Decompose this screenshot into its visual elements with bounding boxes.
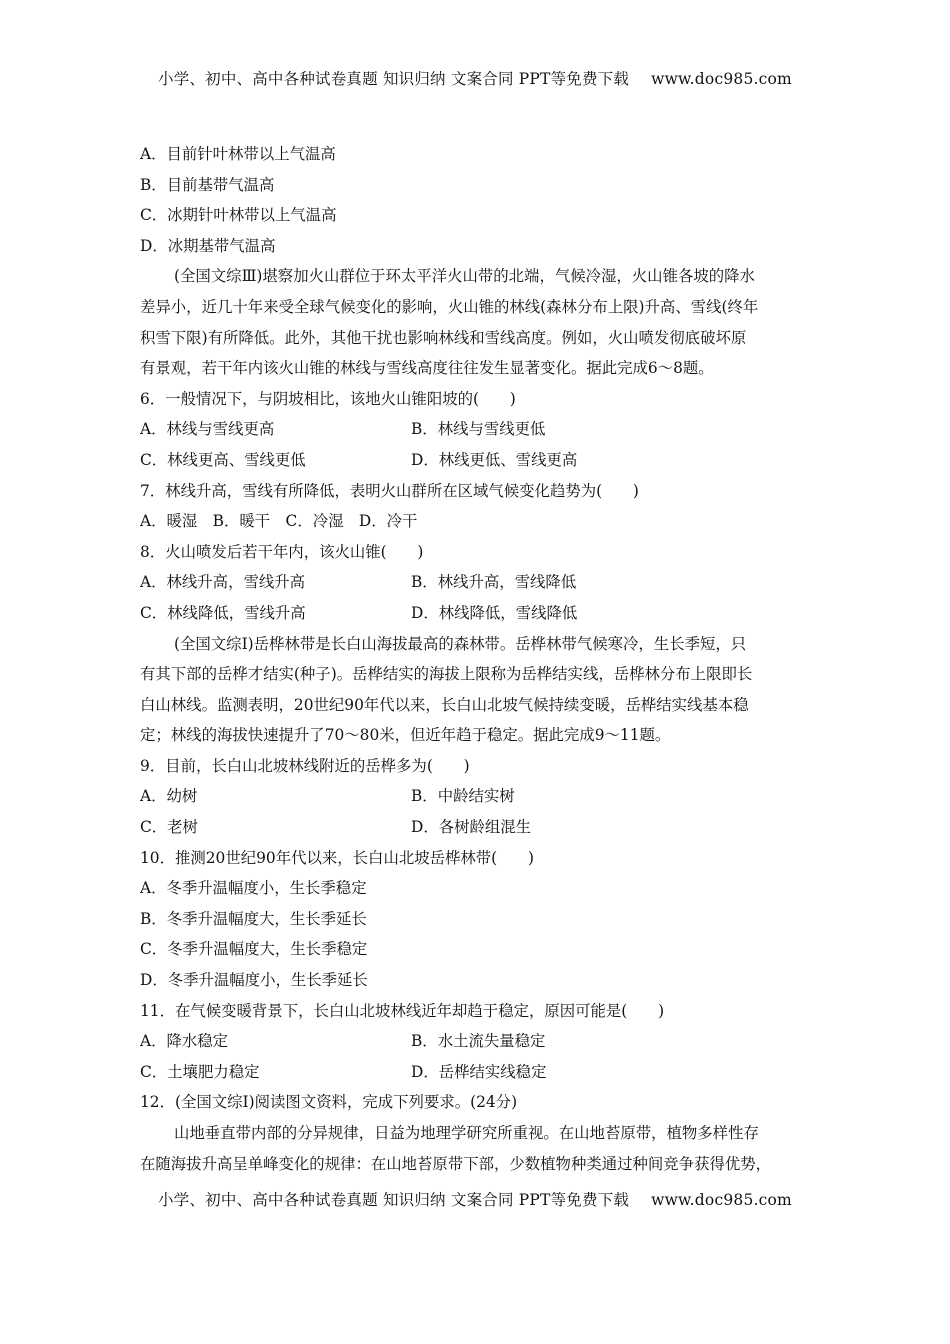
page-header [0, 67, 950, 89]
q9-options-row [140, 812, 816, 843]
question-8: 8．火山喷发后若干年内，该火山锥( ) [140, 542, 424, 561]
q6-option-c: C．林线更高、雪线更低 [140, 450, 306, 469]
q5-option-b: B．目前基带气温高 [140, 175, 275, 194]
passage-changbai-line: (全国文综Ⅰ)岳桦林带是长白山海拔最高的森林带。岳桦林带气候寒冷，生长季短，只 [174, 634, 747, 653]
question-6: 6．一般情况下，与阴坡相比，该地火山锥阳坡的( ) [140, 389, 516, 408]
q5-option-d: D．冰期基带气温高 [140, 236, 276, 255]
header-url[interactable]: www.doc985.com [651, 70, 792, 88]
header-text: 小学、初中、高中各种试卷真题 知识归纳 文案合同 PPT等免费下载 [158, 70, 630, 88]
q6-options-row [140, 445, 816, 476]
q8-option-b: B．林线升高，雪线降低 [411, 573, 577, 592]
q5-option-a: A．目前针叶林带以上气温高 [140, 145, 336, 163]
q6-option-b: B．林线与雪线更低 [411, 420, 546, 439]
q5-option-c: C．冰期针叶林带以上气温高 [140, 206, 337, 225]
page-footer [0, 1188, 950, 1210]
q9-option-a: A．幼树 [140, 787, 198, 806]
q9-option-b: B．中龄结实树 [411, 787, 515, 806]
q6-option-d: D．林线更低、雪线更高 [411, 450, 578, 469]
question-9: 9．目前，长白山北坡林线附近的岳桦多为( ) [140, 756, 470, 775]
passage-kamchatka-line: (全国文综Ⅲ)堪察加火山群位于环太平洋火山带的北端，气候冷湿，火山锥各坡的降水 [174, 267, 755, 286]
passage-kamchatka-line: 有景观，若干年内该火山锥的林线与雪线高度往往发生显著变化。据此完成6～8题。 [140, 359, 714, 378]
q8-options-row [140, 598, 816, 629]
q7-options: A．暖湿 B．暖干 C．冷湿 D．冷干 [140, 512, 418, 531]
footer-text: 小学、初中、高中各种试卷真题 知识归纳 文案合同 PPT等免费下载 [158, 1191, 630, 1209]
passage-kamchatka-line: 差异小，近几十年来受全球气候变化的影响，火山锥的林线(森林分布上限)升高、雪线(终年 [140, 297, 759, 316]
q8-options-row [140, 567, 816, 598]
q9-options-row [140, 781, 816, 812]
q9-option-c: C．老树 [140, 818, 198, 837]
q10-option-b: B．冬季升温幅度大，生长季延长 [140, 909, 367, 928]
document-body [140, 139, 816, 1179]
passage-changbai-line: 有其下部的岳桦才结实(种子)。岳桦结实的海拔上限称为岳桦结实线，岳桦林分布上限即长 [140, 665, 753, 684]
q6-options-row [140, 414, 816, 445]
q11-option-b: B．水土流失量稳定 [411, 1032, 546, 1051]
footer-url[interactable]: www.doc985.com [651, 1191, 792, 1209]
question-12: 12．(全国文综Ⅰ)阅读图文资料，完成下列要求。(24分) [140, 1093, 518, 1112]
q8-option-d: D．林线降低，雪线降低 [411, 603, 578, 622]
question-7: 7．林线升高，雪线有所降低，表明火山群所在区域气候变化趋势为( ) [140, 481, 639, 500]
q9-option-d: D．各树龄组混生 [411, 818, 532, 837]
question-10: 10．推测20世纪90年代以来，长白山北坡岳桦林带( ) [140, 848, 534, 867]
q11-option-d: D．岳桦结实线稳定 [411, 1062, 547, 1081]
q10-option-a: A．冬季升温幅度小，生长季稳定 [140, 879, 367, 898]
passage-changbai-line: 定；林线的海拔快速提升了70～80米，但近年趋于稳定。据此完成9～11题。 [140, 726, 671, 745]
passage-kamchatka-line: 积雪下限)有所降低。此外，其他干扰也影响林线和雪线高度。例如，火山喷发彻底破坏原 [140, 328, 747, 347]
q10-option-d: D．冬季升温幅度小，生长季延长 [140, 971, 368, 990]
passage-tundra-line: 山地垂直带内部的分异规律，日益为地理学研究所重视。在山地苔原带，植物多样性存 [174, 1124, 759, 1142]
passage-tundra-line: 在随海拔升高呈单峰变化的规律：在山地苔原带下部，少数植物种类通过种间竞争获得优势， [140, 1154, 772, 1173]
question-11: 11．在气候变暖背景下，长白山北坡林线近年却趋于稳定，原因可能是( ) [140, 1001, 665, 1020]
passage-changbai-line: 白山林线。监测表明，20世纪90年代以来，长白山北坡气候持续变暖，岳桦结实线基本稳 [140, 695, 749, 714]
q6-option-a: A．林线与雪线更高 [140, 420, 275, 439]
q8-option-a: A．林线升高，雪线升高 [140, 573, 306, 592]
q11-option-a: A．降水稳定 [140, 1032, 229, 1051]
q11-option-c: C．土壤肥力稳定 [140, 1062, 260, 1081]
q11-options-row [140, 1057, 816, 1088]
q8-option-c: C．林线降低，雪线升高 [140, 603, 306, 622]
q11-options-row [140, 1026, 816, 1057]
q10-option-c: C．冬季升温幅度大，生长季稳定 [140, 940, 368, 959]
